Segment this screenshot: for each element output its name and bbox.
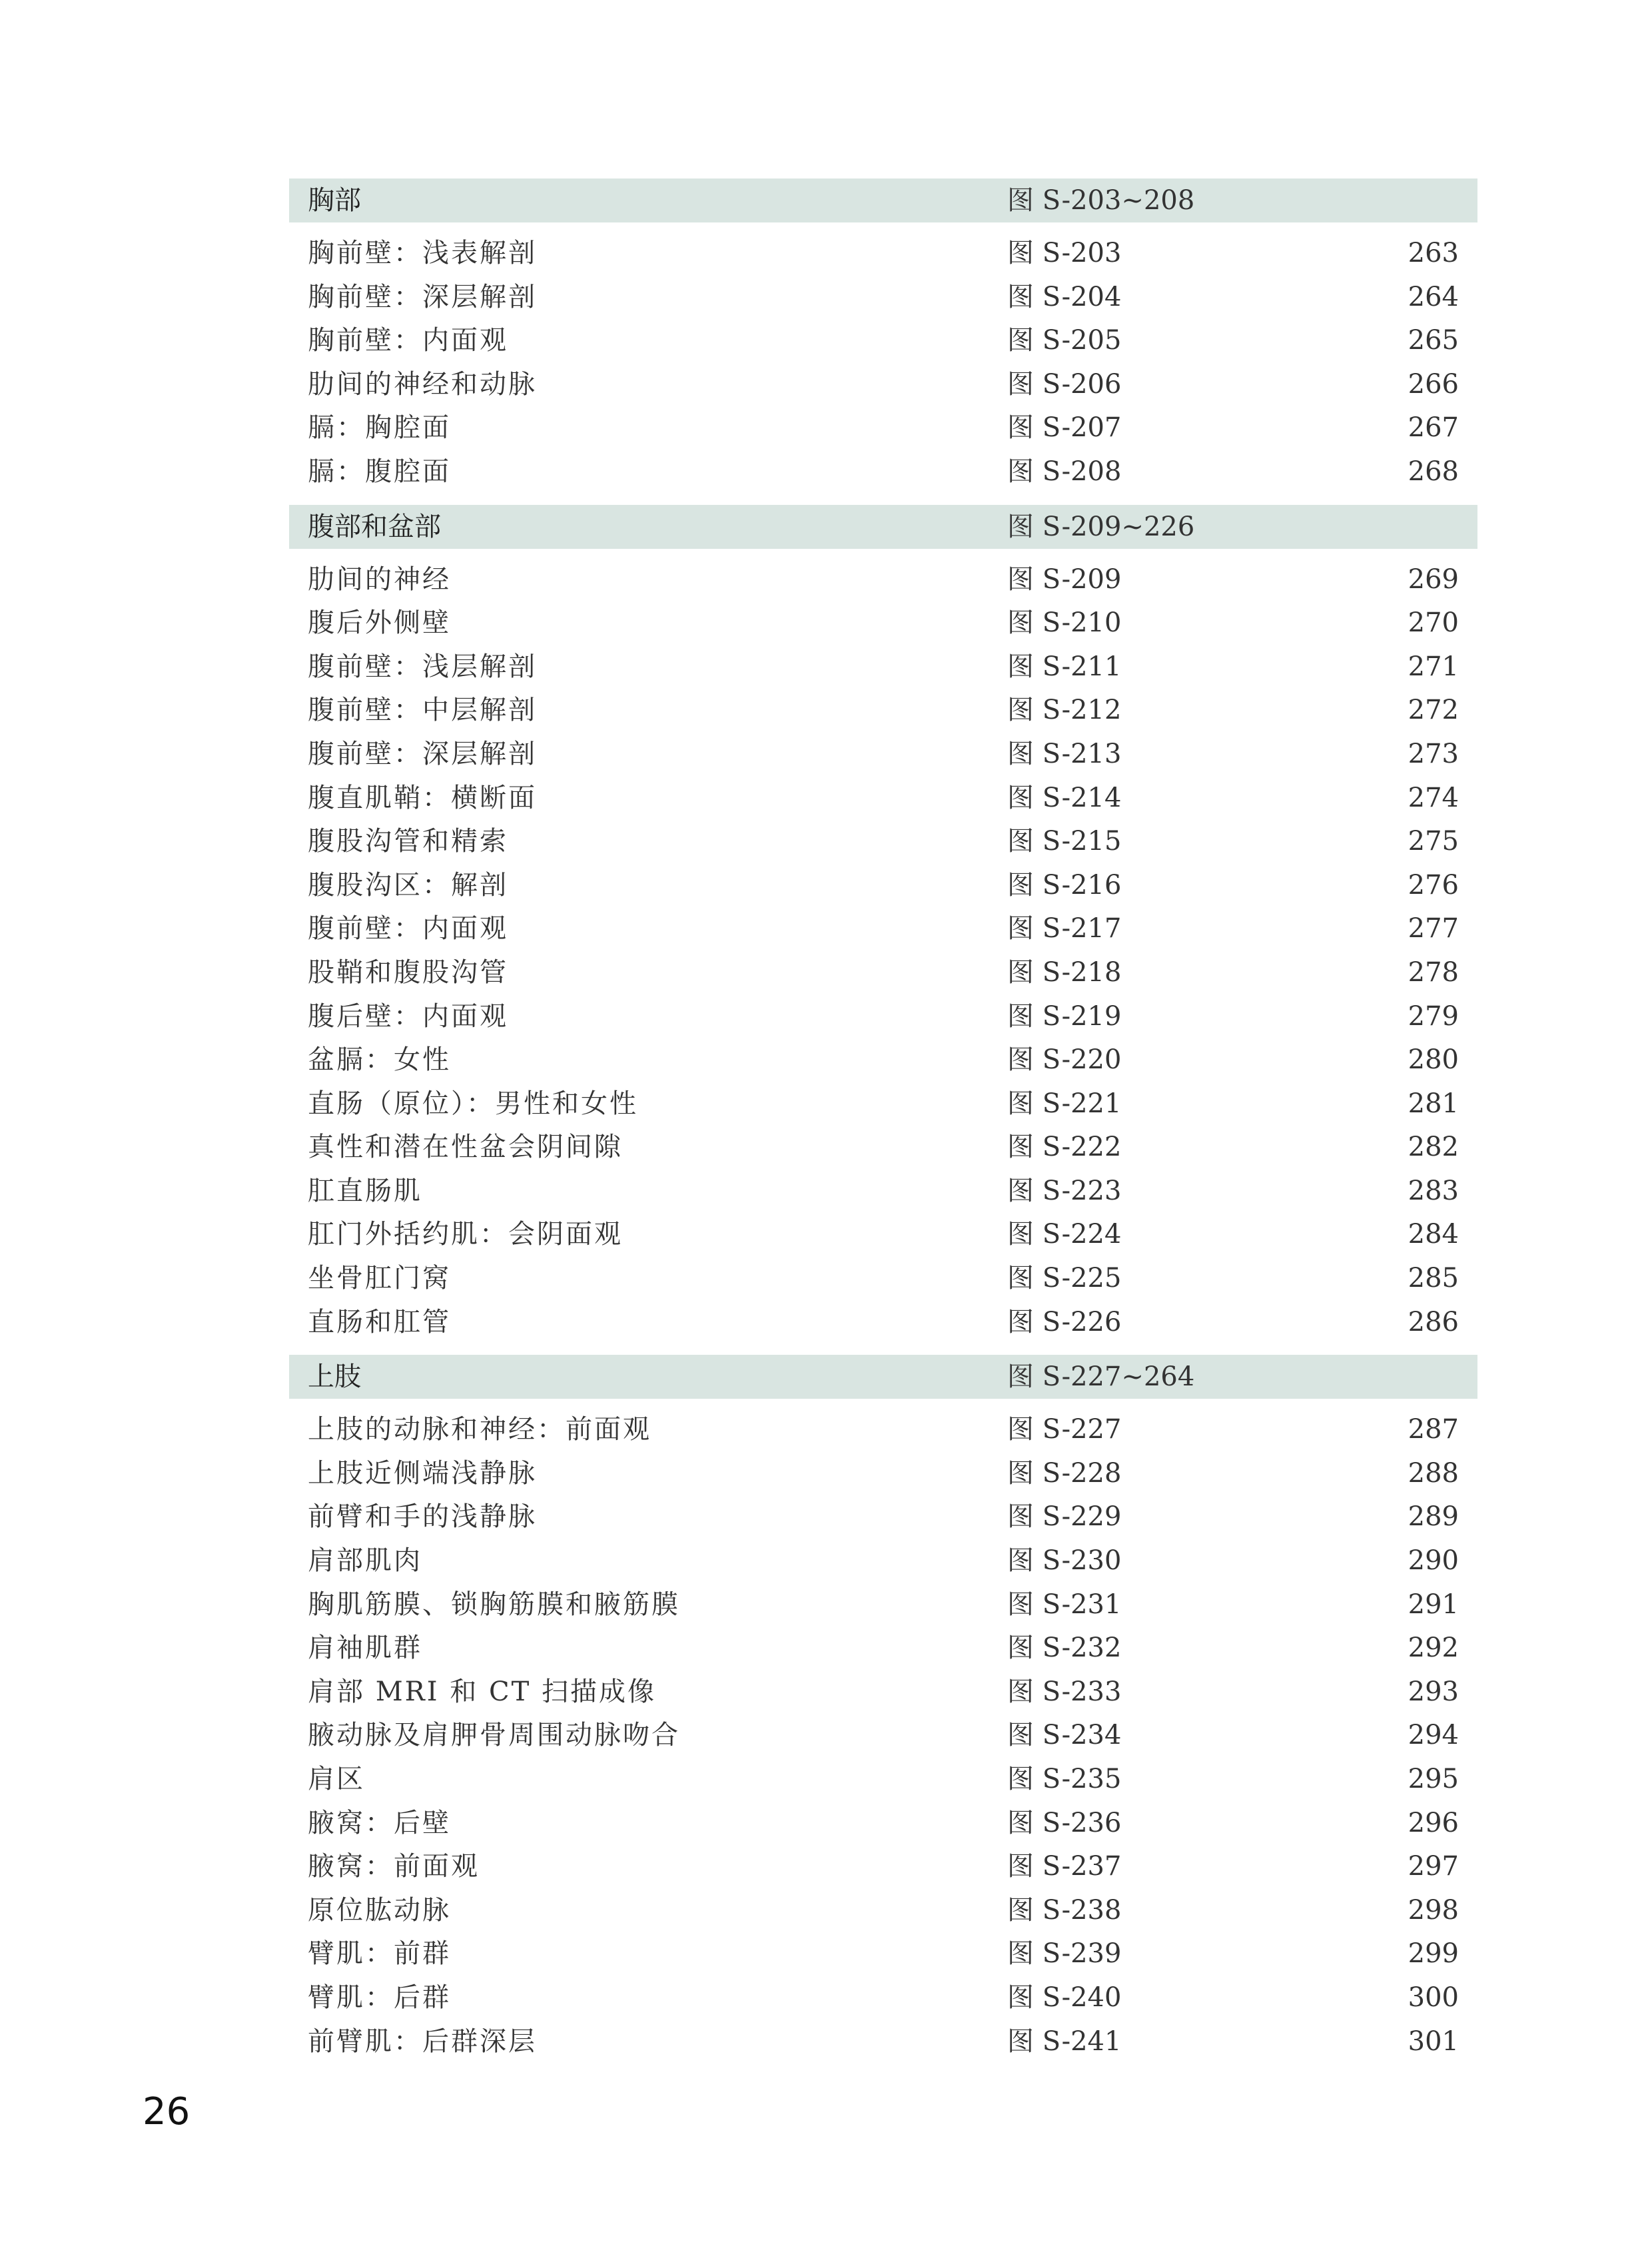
entry-figure-number: 图 S-225 — [1007, 1263, 1122, 1294]
entry-title: 膈：胸腔面 — [308, 412, 451, 444]
entry-title: 盆膈：女性 — [308, 1044, 451, 1076]
toc-entry — [289, 1671, 1477, 1714]
entry-page-number: 282 — [1408, 1132, 1459, 1163]
entry-page-number: 296 — [1408, 1807, 1459, 1838]
toc-entry — [289, 1495, 1477, 1539]
section-entries — [289, 1399, 1477, 2074]
entry-title: 臂肌：后群 — [308, 1982, 451, 2013]
toc-entry — [289, 276, 1477, 320]
entry-title: 上肢的动脉和神经：前面观 — [308, 1414, 651, 1445]
entry-page-number: 295 — [1408, 1764, 1459, 1794]
entry-title: 前臂肌：后群深层 — [308, 2026, 537, 2057]
entry-title: 腹后外侧壁 — [308, 607, 451, 639]
entry-page-number: 267 — [1408, 412, 1459, 444]
entry-figure-number: 图 S-209 — [1007, 563, 1122, 595]
entry-figure-number: 图 S-224 — [1007, 1219, 1122, 1250]
entry-title: 上肢近侧端浅静脉 — [308, 1457, 537, 1489]
entry-page-number: 294 — [1408, 1720, 1459, 1751]
entry-title: 肋间的神经 — [308, 563, 451, 595]
entry-figure-number: 图 S-226 — [1007, 1306, 1122, 1337]
toc-entry — [289, 232, 1477, 276]
toc-entry — [289, 1213, 1477, 1257]
section-header — [289, 179, 1477, 222]
section-abdomen-pelvis — [289, 505, 1477, 1355]
entry-figure-number: 图 S-240 — [1007, 1982, 1122, 2013]
entry-figure-number: 图 S-214 — [1007, 782, 1122, 813]
entry-title: 肋间的神经和动脉 — [308, 368, 537, 400]
entry-title: 腹前壁：中层解剖 — [308, 695, 537, 726]
entry-title: 胸肌筋膜、锁胸筋膜和腋筋膜 — [308, 1589, 680, 1620]
entry-figure-number: 图 S-235 — [1007, 1764, 1122, 1794]
entry-page-number: 300 — [1408, 1982, 1459, 2013]
entry-figure-number: 图 S-213 — [1007, 738, 1122, 769]
entry-page-number: 286 — [1408, 1306, 1459, 1337]
entry-page-number: 287 — [1408, 1414, 1459, 1445]
entry-figure-number: 图 S-216 — [1007, 869, 1122, 901]
entry-page-number: 265 — [1408, 325, 1459, 356]
entry-page-number: 281 — [1408, 1088, 1459, 1119]
entry-page-number: 263 — [1408, 238, 1459, 268]
entry-figure-number: 图 S-231 — [1007, 1589, 1122, 1620]
entry-figure-number: 图 S-236 — [1007, 1807, 1122, 1838]
entry-figure-number: 图 S-233 — [1007, 1676, 1122, 1707]
toc-entry — [289, 450, 1477, 494]
entry-title: 直肠（原位）：男性和女性 — [308, 1088, 638, 1119]
entry-title: 肩袖肌群 — [308, 1633, 422, 1664]
entry-figure-number: 图 S-232 — [1007, 1633, 1122, 1664]
entry-page-number: 292 — [1408, 1633, 1459, 1664]
entry-figure-number: 图 S-218 — [1007, 956, 1122, 988]
entry-figure-number: 图 S-223 — [1007, 1175, 1122, 1206]
toc-entry — [289, 1408, 1477, 1452]
entry-page-number: 278 — [1408, 956, 1459, 988]
entry-figure-number: 图 S-215 — [1007, 826, 1122, 857]
entry-page-number: 275 — [1408, 826, 1459, 857]
entry-page-number: 289 — [1408, 1501, 1459, 1533]
entry-figure-number: 图 S-205 — [1007, 325, 1122, 356]
entry-figure-number: 图 S-207 — [1007, 412, 1122, 444]
entry-title: 原位肱动脉 — [308, 1894, 451, 1926]
entry-page-number: 276 — [1408, 869, 1459, 901]
entry-title: 胸前壁：深层解剖 — [308, 281, 537, 312]
entry-figure-number: 图 S-221 — [1007, 1088, 1122, 1119]
toc-entry — [289, 363, 1477, 407]
toc-entry — [289, 1301, 1477, 1345]
entry-figure-number: 图 S-237 — [1007, 1851, 1122, 1882]
entry-figure-number: 图 S-219 — [1007, 1000, 1122, 1032]
entry-figure-number: 图 S-228 — [1007, 1457, 1122, 1489]
toc-entry — [289, 645, 1477, 689]
entry-page-number: 279 — [1408, 1000, 1459, 1032]
entry-figure-number: 图 S-241 — [1007, 2026, 1122, 2057]
entry-figure-number: 图 S-234 — [1007, 1720, 1122, 1751]
entry-title: 腹后壁：内面观 — [308, 1000, 508, 1032]
entry-page-number: 273 — [1408, 738, 1459, 769]
toc-entry — [289, 951, 1477, 995]
section-title: 胸部 — [308, 185, 361, 216]
entry-title: 腹前壁：内面观 — [308, 913, 508, 944]
toc-entry — [289, 1627, 1477, 1671]
entry-page-number: 266 — [1408, 368, 1459, 400]
entry-figure-number: 图 S-220 — [1007, 1044, 1122, 1076]
toc-entry — [289, 777, 1477, 821]
entry-figure-number: 图 S-208 — [1007, 456, 1122, 487]
toc-entry — [289, 864, 1477, 908]
section-figure-range: 图 S-203~208 — [1007, 185, 1195, 216]
entry-title: 真性和潜在性盆会阴间隙 — [308, 1132, 623, 1163]
entry-page-number: 288 — [1408, 1457, 1459, 1489]
entry-figure-number: 图 S-212 — [1007, 695, 1122, 726]
toc-entry — [289, 907, 1477, 951]
section-entries — [289, 549, 1477, 1355]
section-header — [289, 505, 1477, 549]
section-title: 上肢 — [308, 1361, 361, 1393]
entry-page-number: 301 — [1408, 2026, 1459, 2057]
toc-entry — [289, 1583, 1477, 1627]
entry-title: 肛门外括约肌：会阴面观 — [308, 1219, 623, 1250]
entry-page-number: 298 — [1408, 1894, 1459, 1926]
entry-title: 股鞘和腹股沟管 — [308, 956, 508, 988]
entry-page-number: 293 — [1408, 1676, 1459, 1707]
entry-title: 直肠和肛管 — [308, 1306, 451, 1337]
entry-page-number: 285 — [1408, 1263, 1459, 1294]
entry-title: 肩区 — [308, 1764, 365, 1794]
page-number: 26 — [143, 2090, 191, 2133]
entry-figure-number: 图 S-238 — [1007, 1894, 1122, 1926]
toc-entry — [289, 1257, 1477, 1301]
toc-entry — [289, 1976, 1477, 2020]
entry-title: 肛直肠肌 — [308, 1175, 422, 1206]
entry-title: 前臂和手的浅静脉 — [308, 1501, 537, 1533]
entry-page-number: 264 — [1408, 281, 1459, 312]
section-figure-range: 图 S-227~264 — [1007, 1361, 1195, 1393]
toc-entry — [289, 1082, 1477, 1126]
entry-title: 肩部 MRI 和 CT 扫描成像 — [308, 1676, 657, 1707]
entry-figure-number: 图 S-211 — [1007, 651, 1122, 682]
toc-entry — [289, 601, 1477, 645]
entry-title: 肩部肌肉 — [308, 1545, 422, 1577]
entry-title: 腋窝：前面观 — [308, 1851, 480, 1882]
entry-title: 臂肌：前群 — [308, 1938, 451, 1970]
toc-entry — [289, 733, 1477, 777]
entry-page-number: 280 — [1408, 1044, 1459, 1076]
section-entries — [289, 222, 1477, 505]
toc-entry — [289, 1802, 1477, 1846]
toc-entry — [289, 1170, 1477, 1214]
section-title: 腹部和盆部 — [308, 511, 441, 542]
entry-page-number: 274 — [1408, 782, 1459, 813]
section-chest — [289, 179, 1477, 505]
toc-entry — [289, 558, 1477, 602]
entry-title: 坐骨肛门窝 — [308, 1263, 451, 1294]
toc-entry — [289, 1539, 1477, 1583]
entry-figure-number: 图 S-239 — [1007, 1938, 1122, 1970]
entry-page-number: 268 — [1408, 456, 1459, 487]
toc-entry — [289, 1452, 1477, 1496]
entry-page-number: 269 — [1408, 563, 1459, 595]
toc-entry — [289, 820, 1477, 864]
toc-entry — [289, 319, 1477, 363]
entry-title: 腹股沟区：解剖 — [308, 869, 508, 901]
entry-figure-number: 图 S-203 — [1007, 238, 1122, 268]
section-figure-range: 图 S-209~226 — [1007, 511, 1195, 542]
entry-figure-number: 图 S-230 — [1007, 1545, 1122, 1577]
entry-title: 腹直肌鞘：横断面 — [308, 782, 537, 813]
entry-figure-number: 图 S-210 — [1007, 607, 1122, 639]
entry-figure-number: 图 S-204 — [1007, 281, 1122, 312]
entry-page-number: 291 — [1408, 1589, 1459, 1620]
toc-entry — [289, 406, 1477, 450]
toc-entry — [289, 1758, 1477, 1802]
toc-entry — [289, 995, 1477, 1039]
section-upper-limb — [289, 1355, 1477, 2074]
toc-entry — [289, 1126, 1477, 1170]
entry-page-number: 290 — [1408, 1545, 1459, 1577]
entry-figure-number: 图 S-206 — [1007, 368, 1122, 400]
toc-entry — [289, 1845, 1477, 1889]
entry-title: 胸前壁：内面观 — [308, 325, 508, 356]
entry-figure-number: 图 S-227 — [1007, 1414, 1122, 1445]
entry-page-number: 283 — [1408, 1175, 1459, 1206]
entry-title: 腋窝：后壁 — [308, 1807, 451, 1838]
entry-page-number: 284 — [1408, 1219, 1459, 1250]
toc-entry — [289, 2020, 1477, 2064]
entry-page-number: 271 — [1408, 651, 1459, 682]
entry-figure-number: 图 S-222 — [1007, 1132, 1122, 1163]
entry-title: 腹前壁：浅层解剖 — [308, 651, 537, 682]
entry-title: 腋动脉及肩胛骨周围动脉吻合 — [308, 1720, 680, 1751]
entry-title: 胸前壁：浅表解剖 — [308, 238, 537, 268]
entry-page-number: 299 — [1408, 1938, 1459, 1970]
toc-entry — [289, 1932, 1477, 1976]
section-header — [289, 1355, 1477, 1399]
toc-entry — [289, 1889, 1477, 1933]
entry-page-number: 270 — [1408, 607, 1459, 639]
entry-page-number: 277 — [1408, 913, 1459, 944]
entry-figure-number: 图 S-229 — [1007, 1501, 1122, 1533]
toc-entry — [289, 689, 1477, 733]
table-of-contents — [289, 179, 1477, 2074]
entry-title: 腹股沟管和精索 — [308, 826, 508, 857]
entry-figure-number: 图 S-217 — [1007, 913, 1122, 944]
entry-page-number: 297 — [1408, 1851, 1459, 1882]
toc-entry — [289, 1714, 1477, 1758]
entry-title: 膈：腹腔面 — [308, 456, 451, 487]
entry-title: 腹前壁：深层解剖 — [308, 738, 537, 769]
entry-page-number: 272 — [1408, 695, 1459, 726]
toc-entry — [289, 1038, 1477, 1082]
